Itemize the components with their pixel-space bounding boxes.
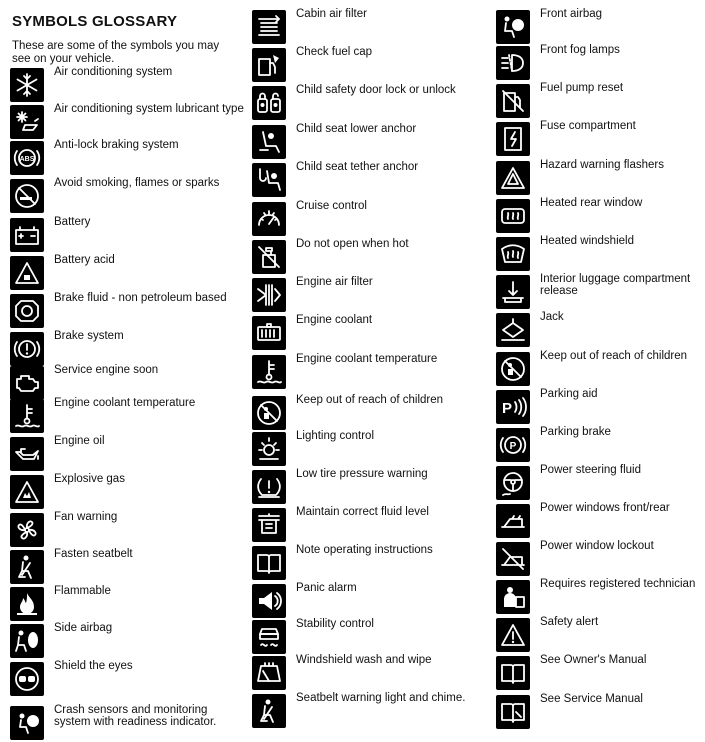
glossary-item-label: Parking aid [540, 388, 598, 400]
glossary-item-label: Brake fluid - non petroleum based [54, 292, 227, 304]
fluid-level-icon [252, 508, 286, 542]
glossary-item [10, 256, 245, 292]
snowflake-icon [10, 68, 44, 102]
svg-text:P: P [502, 400, 513, 417]
glossary-item-label: Heated rear window [540, 197, 643, 209]
glossary-item [10, 141, 245, 177]
glossary-item [496, 656, 705, 692]
jack-icon [496, 313, 530, 347]
steering-wheel-icon [496, 466, 530, 500]
glossary-item-label: Shield the eyes [54, 660, 133, 672]
wash-wipe-icon [252, 656, 286, 690]
engine-coolant-icon [252, 316, 286, 350]
glossary-item-label: Fuse compartment [540, 120, 636, 132]
glossary-item [496, 10, 705, 46]
cabin-filter-icon [252, 10, 286, 44]
seatbelt-icon [10, 550, 44, 584]
horn-icon [252, 584, 286, 618]
glossary-item [252, 278, 487, 314]
glossary-item [252, 10, 487, 46]
glossary-item-label: Low tire pressure warning [296, 468, 428, 480]
owners-manual-icon [496, 656, 530, 690]
coolant-temp-icon [252, 355, 286, 389]
glossary-item [10, 218, 245, 254]
safety-alert-icon [496, 618, 530, 652]
explosive-gas-icon [10, 475, 44, 509]
air-filter-icon [252, 278, 286, 312]
tire-pressure-icon [252, 470, 286, 504]
glossary-item-label: Engine oil [54, 435, 105, 447]
glossary-item-label: Brake system [54, 330, 124, 342]
glossary-item-label: Heated windshield [540, 235, 634, 247]
glossary-item-label: See Service Manual [540, 693, 643, 705]
keep-out-children-icon [252, 396, 286, 430]
trunk-release-icon [496, 275, 530, 309]
glossary-item [252, 202, 487, 238]
glossary-item [496, 542, 705, 578]
fuel-cap-icon [252, 48, 286, 82]
glossary-item [496, 122, 705, 158]
glossary-item-label: Crash sensors and monitoring system with readiness indicator. [54, 704, 217, 728]
glossary-item-label: Anti-lock braking system [54, 139, 179, 151]
glossary-item-label: Keep out of reach of children [540, 350, 688, 362]
engine-icon [10, 366, 44, 400]
glossary-item-label: Flammable [54, 585, 111, 597]
glossary-item-label: Engine coolant temperature [54, 397, 196, 409]
glossary-item-label: Cabin air filter [296, 8, 367, 20]
glossary-item [496, 313, 705, 349]
rear-defrost-icon [496, 199, 530, 233]
glossary-item [10, 662, 245, 698]
goggles-icon [10, 662, 44, 696]
cruise-control-icon [252, 202, 286, 236]
svg-text:ABS: ABS [19, 156, 35, 163]
glossary-item-label: Do not open when hot [296, 238, 409, 250]
glossary-item-label: Service engine soon [54, 364, 159, 376]
page-title: SYMBOLS GLOSSARY [12, 13, 178, 30]
brake-system-icon [10, 332, 44, 366]
glossary-item [10, 399, 245, 435]
glossary-item-label: Front airbag [540, 8, 603, 20]
battery-icon [10, 218, 44, 252]
glossary-item-label: Note operating instructions [296, 544, 433, 556]
power-window-icon [496, 504, 530, 538]
glossary-item-label: Avoid smoking, flames or sparks [54, 177, 220, 189]
glossary-item [252, 656, 487, 692]
glossary-item-label: Child seat tether anchor [296, 161, 419, 173]
glossary-item [252, 355, 487, 391]
glossary-item-label: Child safety door lock or unlock [296, 84, 456, 96]
glossary-item-label: Interior luggage compartment release [540, 273, 691, 297]
child-tether-icon [252, 163, 286, 197]
glossary-item [496, 580, 705, 616]
glossary-item-label: Power window lockout [540, 540, 654, 552]
glossary-item [496, 275, 705, 311]
glossary-item-label: Check fuel cap [296, 46, 373, 58]
side-airbag-icon [10, 624, 44, 658]
glossary-item-label: See Owner's Manual [540, 654, 647, 666]
parking-brake-icon [496, 428, 530, 462]
fuel-pump-icon [496, 84, 530, 118]
glossary-item [496, 46, 705, 82]
glossary-item [252, 240, 487, 276]
glossary-item-label: Stability control [296, 618, 374, 630]
crash-sensor-icon [10, 706, 44, 740]
battery-acid-icon [10, 256, 44, 290]
glossary-item [252, 546, 487, 582]
fog-lamp-icon [496, 46, 530, 80]
glossary-item [496, 199, 705, 235]
glossary-item-label: Cruise control [296, 200, 367, 212]
glossary-item [10, 550, 245, 586]
glossary-item-label: Engine coolant [296, 314, 373, 326]
service-manual-icon [496, 695, 530, 729]
child-lock-icon [252, 86, 286, 120]
glossary-item [252, 316, 487, 352]
glossary-item [10, 105, 245, 141]
glossary-item-label: Panic alarm [296, 582, 357, 594]
glossary-item-label: Safety alert [540, 616, 599, 628]
glossary-item [10, 513, 245, 549]
seatbelt-icon [252, 694, 286, 728]
glossary-item [496, 466, 705, 502]
keep-out-children-icon [496, 352, 530, 386]
svg-text:P: P [509, 441, 517, 452]
flame-icon [10, 587, 44, 621]
glossary-item-label: Keep out of reach of children [296, 394, 444, 406]
glossary-item [496, 504, 705, 540]
technician-icon [496, 580, 530, 614]
glossary-item [496, 84, 705, 120]
glossary-item-label: Windshield wash and wipe [296, 654, 432, 666]
window-lockout-icon [496, 542, 530, 576]
glossary-item [252, 584, 487, 620]
glossary-item [252, 396, 487, 432]
glossary-item [496, 618, 705, 654]
glossary-item [252, 163, 487, 199]
glossary-item-label: Battery [54, 216, 91, 228]
glossary-item-label: Power windows front/rear [540, 502, 670, 514]
do-not-open-icon [252, 240, 286, 274]
stability-icon [252, 620, 286, 654]
glossary-item [10, 475, 245, 511]
glossary-item-label: Air conditioning system lubricant type [54, 103, 244, 115]
glossary-item [496, 352, 705, 388]
glossary-item [496, 695, 705, 731]
glossary-item-label: Front fog lamps [540, 44, 620, 56]
parking-aid-icon [496, 390, 530, 424]
glossary-item-label: Fan warning [54, 511, 118, 523]
no-smoking-icon [10, 179, 44, 213]
glossary-item-label: Fuel pump reset [540, 82, 624, 94]
glossary-item [252, 48, 487, 84]
glossary-item [10, 624, 245, 660]
glossary-item-label: Engine coolant temperature [296, 353, 438, 365]
fuse-icon [496, 122, 530, 156]
hazard-icon [496, 161, 530, 195]
glossary-item [252, 125, 487, 161]
brake-fluid-icon [10, 294, 44, 328]
glossary-item [252, 508, 487, 544]
glossary-item-label: Fasten seatbelt [54, 548, 133, 560]
oil-can-icon [10, 437, 44, 471]
glossary-item [252, 432, 487, 468]
glossary-item [10, 332, 245, 368]
glossary-item [10, 68, 245, 104]
glossary-item-label: Maintain correct fluid level [296, 506, 429, 518]
glossary-item-label: Seatbelt warning light and chime. [296, 692, 466, 704]
child-seat-anchor-icon [252, 125, 286, 159]
fan-icon [10, 513, 44, 547]
glossary-item [10, 706, 245, 742]
front-defrost-icon [496, 237, 530, 271]
glossary-item-label: Requires registered technician [540, 578, 696, 590]
glossary-item-label: Side airbag [54, 622, 113, 634]
intro-text: These are some of the symbols you may see on your vehicle. [12, 40, 220, 65]
glossary-item [10, 179, 245, 215]
glossary-item [10, 437, 245, 473]
glossary-item-label: Air conditioning system [54, 66, 173, 78]
instructions-book-icon [252, 546, 286, 580]
glossary-item-label: Explosive gas [54, 473, 125, 485]
lighting-icon [252, 432, 286, 466]
glossary-item-label: Power steering fluid [540, 464, 641, 476]
glossary-item [252, 86, 487, 122]
glossary-item [496, 390, 705, 426]
glossary-item [10, 294, 245, 330]
glossary-item-label: Child seat lower anchor [296, 123, 417, 135]
glossary-item-label: Hazard warning flashers [540, 159, 665, 171]
abs-icon [10, 141, 44, 175]
glossary-item [496, 161, 705, 197]
ac-oil-icon [10, 105, 44, 139]
glossary-item [496, 428, 705, 464]
glossary-item [10, 587, 245, 623]
glossary-item [252, 620, 487, 656]
glossary-item-label: Parking brake [540, 426, 611, 438]
glossary-item-label: Lighting control [296, 430, 374, 442]
glossary-item [252, 470, 487, 506]
glossary-item-label: Jack [540, 311, 564, 323]
coolant-temp-icon [10, 399, 44, 433]
glossary-item-label: Engine air filter [296, 276, 373, 288]
glossary-item [252, 694, 487, 730]
front-airbag-icon [496, 10, 530, 44]
glossary-item [496, 237, 705, 273]
glossary-item-label: Battery acid [54, 254, 115, 266]
